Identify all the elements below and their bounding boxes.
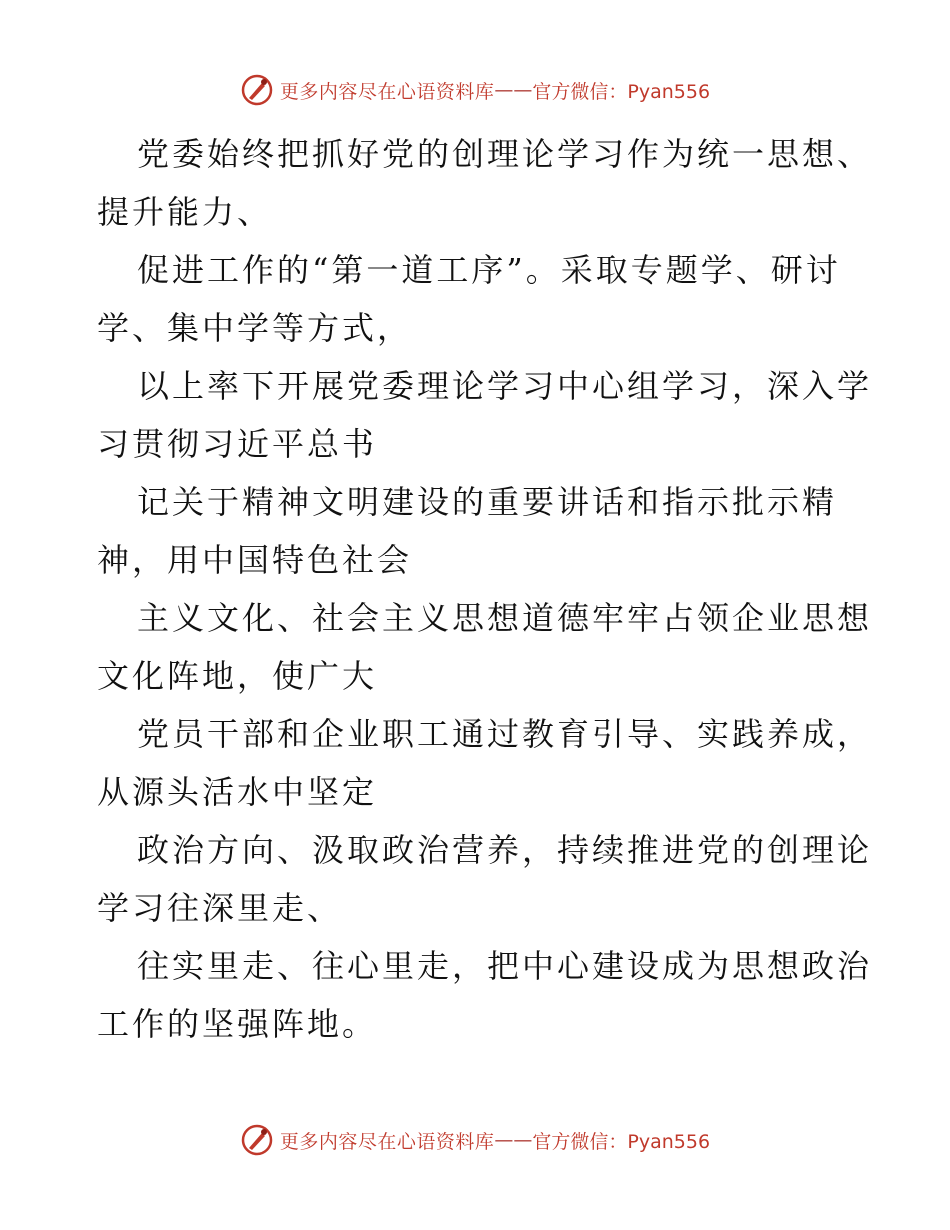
text-line: 学、集中学等方式， bbox=[97, 309, 413, 347]
text-line: 促进工作的“第一道工序”。采取专题学、研讨 bbox=[137, 251, 841, 289]
banner-separator: —— bbox=[494, 1129, 533, 1151]
pen-logo-icon bbox=[240, 73, 274, 107]
text-line: 提升能力、 bbox=[97, 193, 273, 231]
text-line: 往实里走、往心里走，把中心建设成为思想政治 bbox=[137, 947, 873, 985]
document-body bbox=[97, 125, 873, 1053]
banner-title: 更多内容尽在心语资料库 bbox=[279, 1130, 495, 1153]
text-line: 从源头活水中坚定 bbox=[97, 773, 378, 811]
banner-wechat: 官方微信：Pyan556 bbox=[532, 1130, 711, 1153]
text-line: 党委始终把抓好党的创理论学习作为统一思想、 bbox=[137, 135, 873, 173]
text-line: 学习往深里走、 bbox=[97, 889, 343, 927]
text-line: 工作的坚强阵地。 bbox=[97, 1005, 378, 1043]
text-line: 记关于精神文明建设的重要讲话和指示批示精 bbox=[137, 483, 838, 521]
text-line: 政治方向、汲取政治营养，持续推进党的创理论 bbox=[137, 831, 873, 869]
banner-separator: —— bbox=[494, 79, 533, 101]
text-line: 习贯彻习近平总书 bbox=[97, 425, 378, 463]
banner-wechat: 官方微信：Pyan556 bbox=[532, 80, 711, 103]
text-line: 党员干部和企业职工通过教育引导、实践养成， bbox=[137, 715, 873, 753]
text-line: 以上率下开展党委理论学习中心组学习，深入学 bbox=[137, 367, 873, 405]
text-line: 神，用中国特色社会 bbox=[97, 541, 413, 579]
header-banner bbox=[0, 70, 950, 110]
footer-banner bbox=[0, 1120, 950, 1160]
pen-logo-icon bbox=[240, 1123, 274, 1157]
banner-title: 更多内容尽在心语资料库 bbox=[279, 80, 495, 103]
text-line: 文化阵地，使广大 bbox=[97, 657, 378, 695]
text-line: 主义文化、社会主义思想道德牢牢占领企业思想 bbox=[137, 599, 873, 637]
